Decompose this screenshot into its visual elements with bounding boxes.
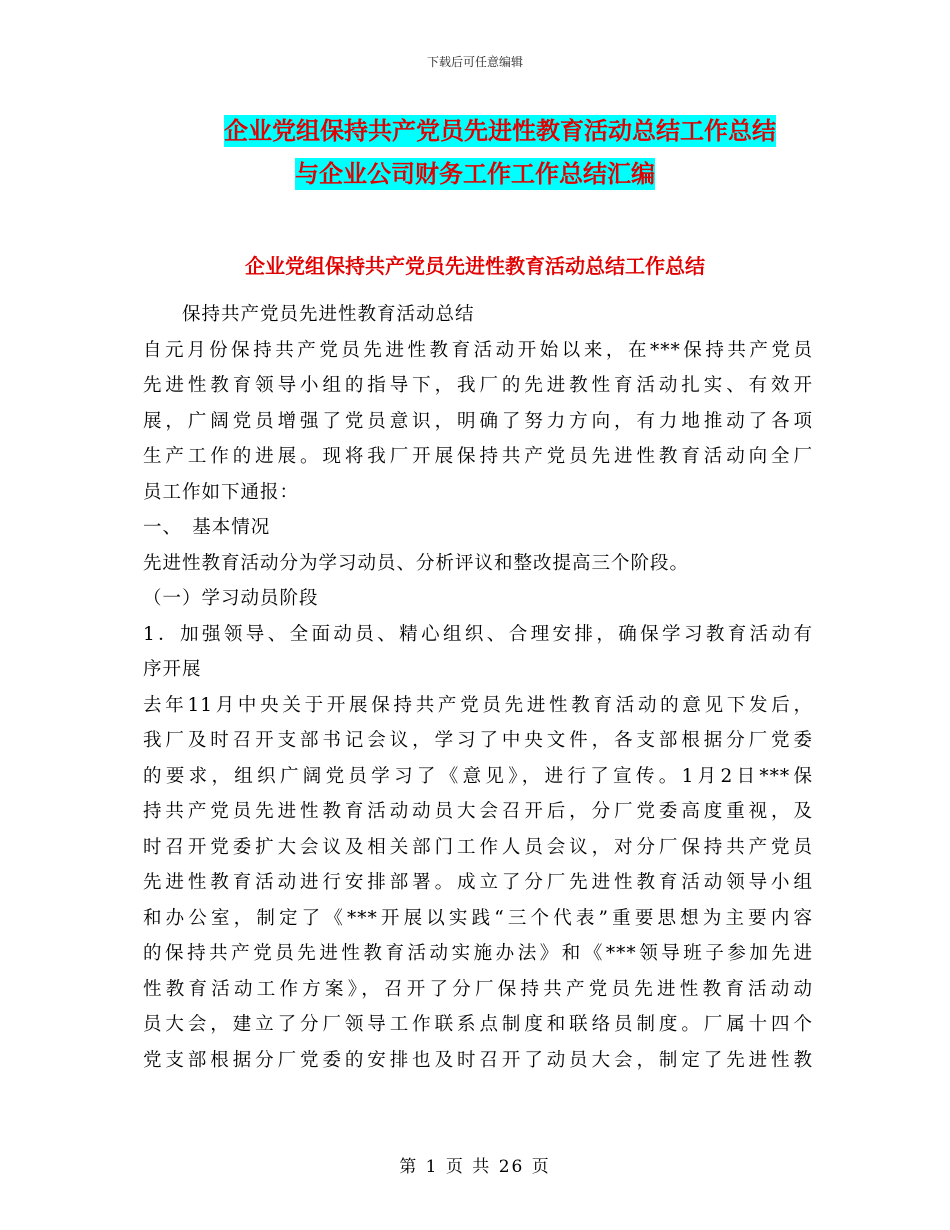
body-line: 先进性教育活动分为学习动员、分析评议和整改提高三个阶段。 xyxy=(143,552,690,574)
body-line: 我厂及时召开支部书记会议，学习了中央文件，各支部根据分厂党委 xyxy=(143,730,813,751)
doc-title-line-2 xyxy=(0,159,950,189)
body-line: 保持共产党员先进性教育活动总结 xyxy=(143,304,475,325)
body-line: 1．加强领导、全面动员、精心组织、合理安排，确保学习教育活动有 xyxy=(143,623,813,645)
body-line: 和办公室，制定了《***开展以实践“三个代表”重要思想为主要内容 xyxy=(143,907,813,929)
body-line: 员大会，建立了分厂领导工作联系点制度和联络员制度。厂属十四个 xyxy=(143,1014,813,1035)
page-footer: 第 1 页 共 26 页 xyxy=(399,1157,551,1177)
doc-title-text-2: 与企业公司财务工作工作总结汇编 xyxy=(295,160,655,188)
body-text xyxy=(143,297,813,1078)
body-line: 生产工作的进展。现将我厂开展保持共产党员先进性教育活动向全厂 xyxy=(143,446,813,467)
body-line: 一、 基本情况 xyxy=(143,517,271,538)
body-line: 序开展 xyxy=(143,659,202,680)
body-line: （一）学习动员阶段 xyxy=(143,588,319,609)
section-title: 企业党组保持共产党员先进性教育活动总结工作总结 xyxy=(245,254,705,278)
doc-title-text-1: 企业党组保持共产党员先进性教育活动总结工作总结 xyxy=(224,117,776,145)
body-line: 员工作如下通报： xyxy=(143,481,300,503)
body-line: 党支部根据分厂党委的安排也及时召开了动员大会，制定了先进性教 xyxy=(143,1049,813,1071)
body-line: 展，广阔党员增强了党员意识，明确了努力方向，有力地推动了各项 xyxy=(143,410,813,432)
body-line: 去年11月中央关于开展保持共产党员先进性教育活动的意见下发后， xyxy=(143,694,813,716)
body-line: 的要求，组织广阔党员学习了《意见》，进行了宣传。1月2日***保 xyxy=(143,765,813,787)
doc-title-line-1 xyxy=(0,116,950,146)
body-line: 先进性教育领导小组的指导下，我厂的先进教性育活动扎实、有效开 xyxy=(143,375,813,396)
body-line: 时召开党委扩大会议及相关部门工作人员会议，对分厂保持共产党员 xyxy=(143,836,813,858)
body-line: 性教育活动工作方案》，召开了分厂保持共产党员先进性教育活动动 xyxy=(143,978,813,1000)
body-line: 先进性教育活动进行安排部署。成立了分厂先进性教育活动领导小组 xyxy=(143,872,813,893)
body-line: 持共产党员先进性教育活动动员大会召开后，分厂党委高度重视，及 xyxy=(143,801,813,822)
body-line: 的保持共产党员先进性教育活动实施办法》和《***领导班子参加先进 xyxy=(143,943,813,964)
header-note: 下载后可任意编辑 xyxy=(426,55,523,69)
body-line: 自元月份保持共产党员先进性教育活动开始以来，在***保持共产党员 xyxy=(143,339,813,361)
